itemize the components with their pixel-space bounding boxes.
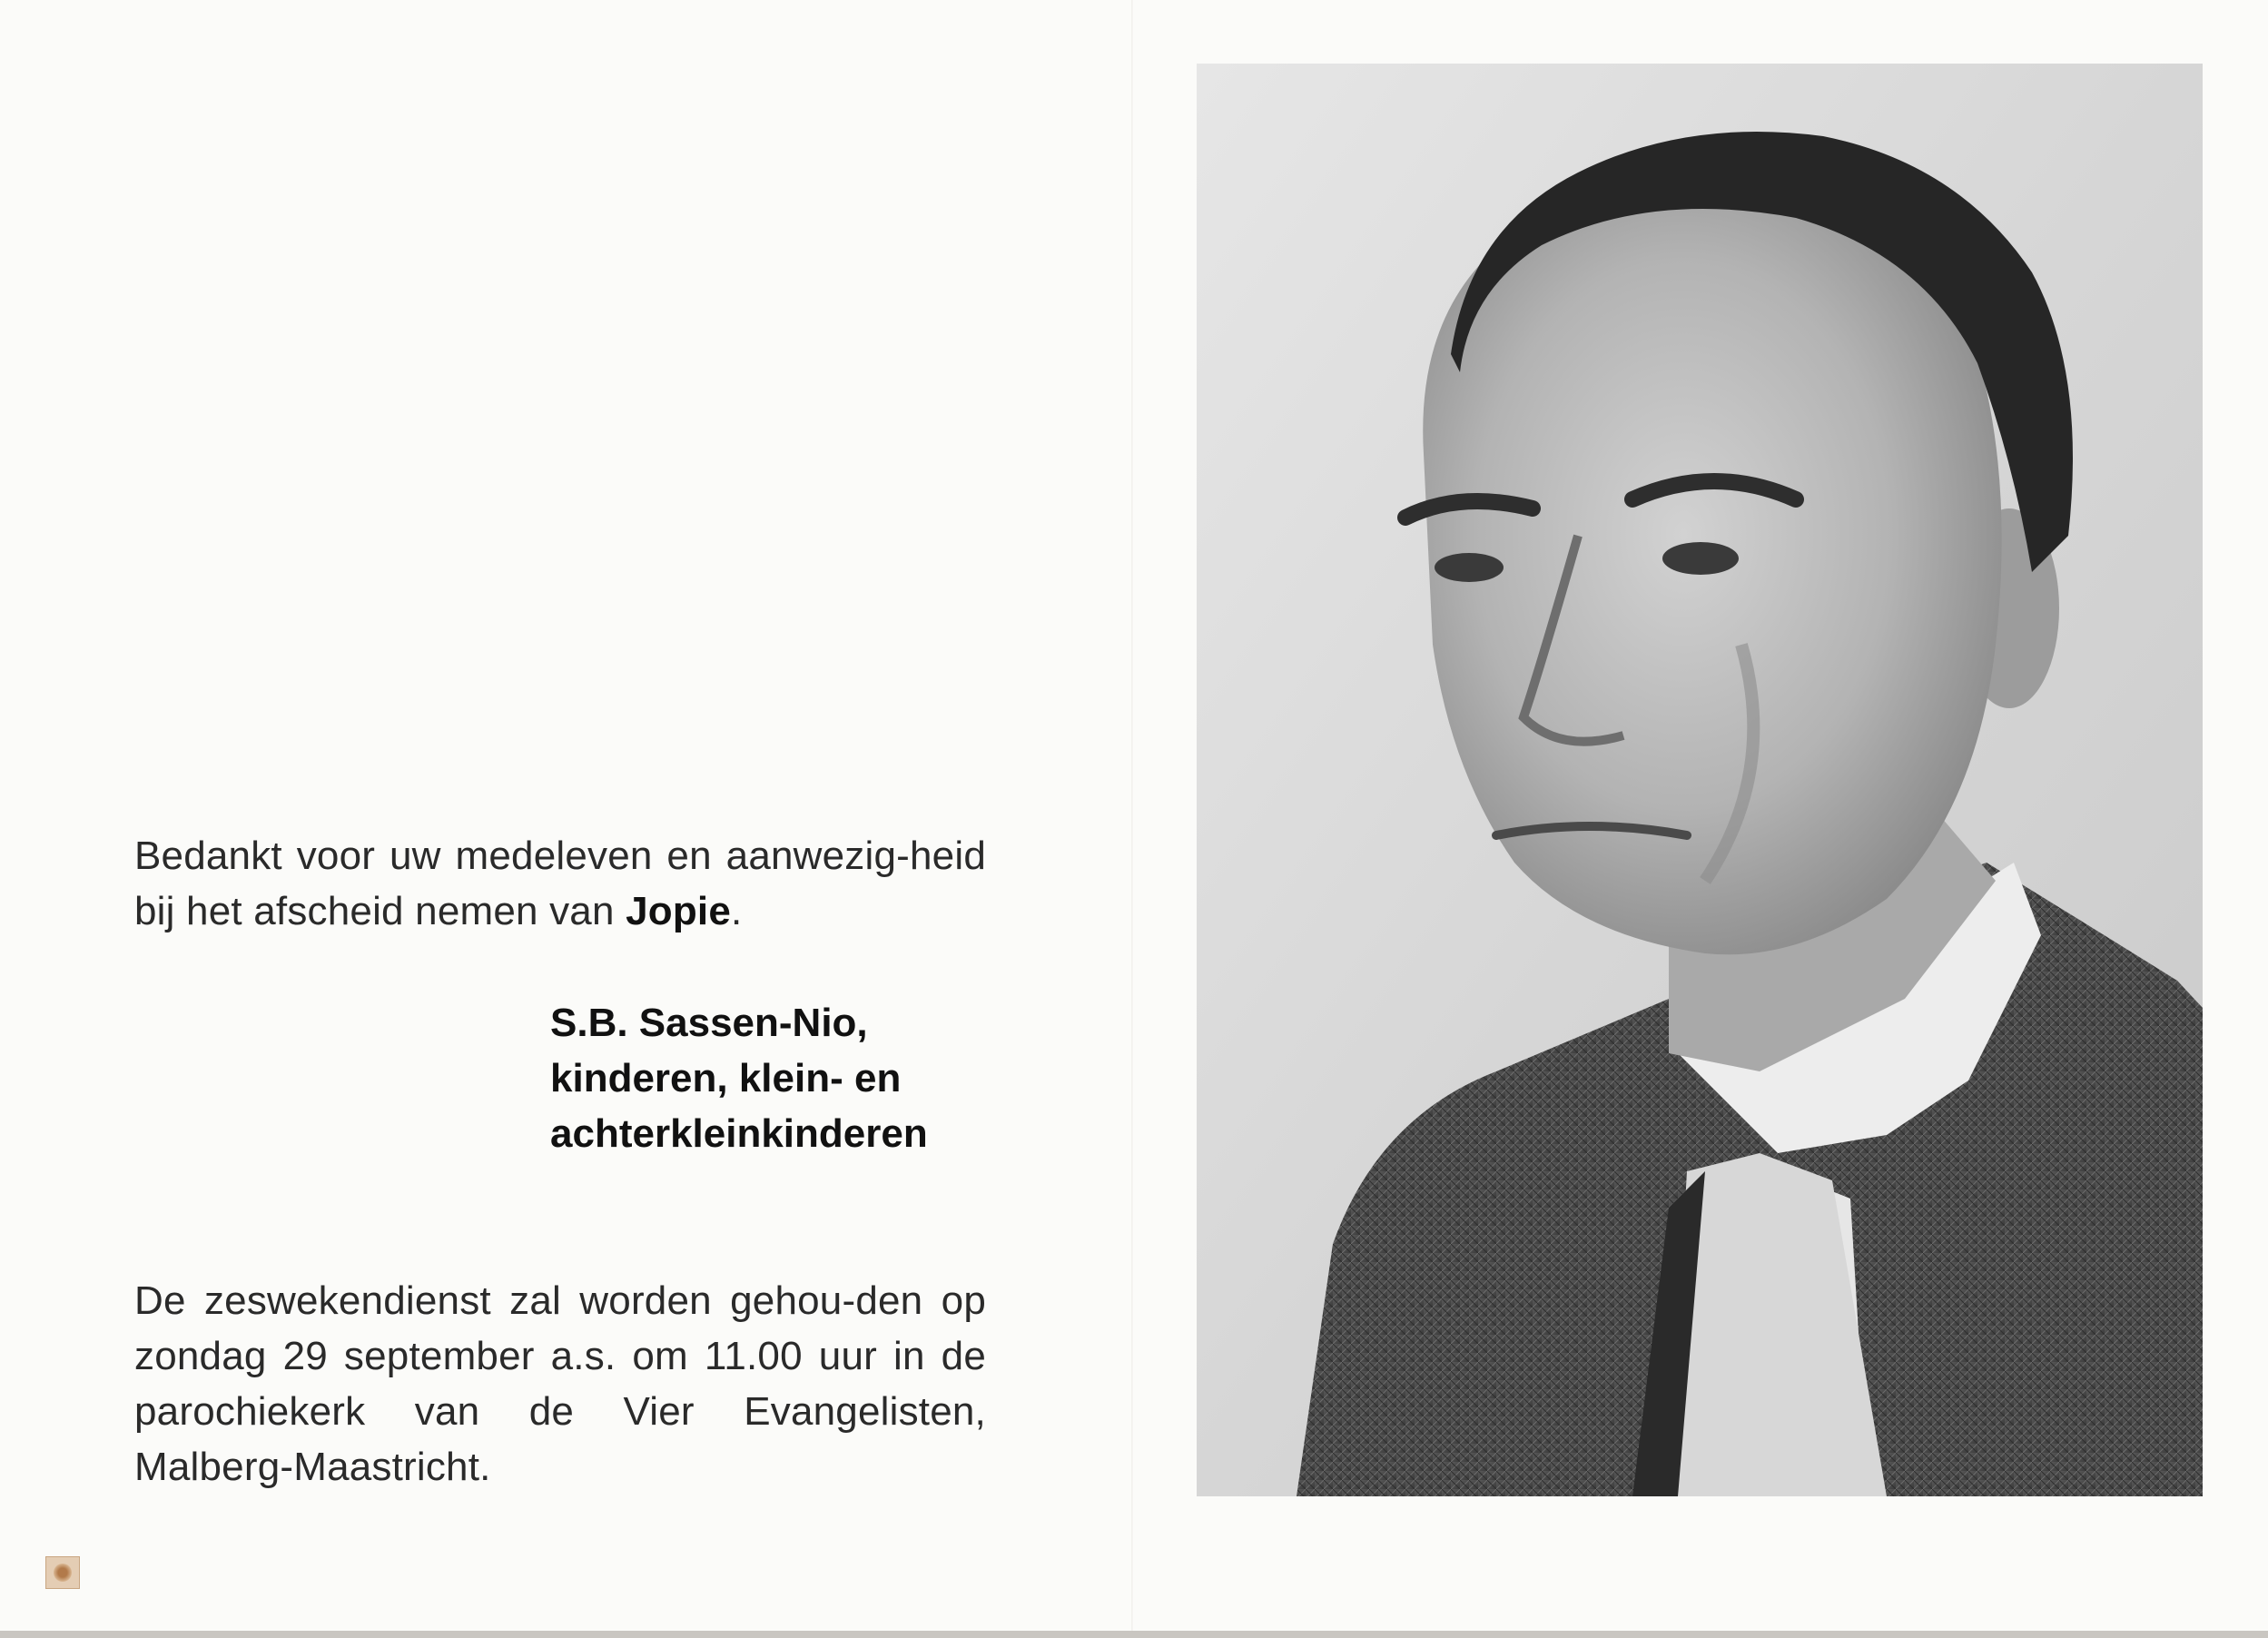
- signature-line-1: S.B. Sassen-Nio,: [550, 1001, 868, 1045]
- service-announcement: De zeswekendienst zal worden gehou-den op zondag 29 september a.s. om 11.00 uur in de parochiekerk van de Vier Evangelisten, Malberg-Maastricht.: [134, 1278, 986, 1489]
- thanks-text-after: .: [731, 889, 743, 933]
- left-page: [0, 0, 1131, 1631]
- signature-line-2: kinderen, klein- en: [550, 1056, 902, 1100]
- family-signature: [550, 995, 1004, 1161]
- portrait-illustration: [1197, 64, 2203, 1496]
- portrait-photo: [1197, 64, 2203, 1496]
- card-bottom-edge: [0, 1631, 2268, 1638]
- card-fold: [1131, 0, 1133, 1631]
- archive-stamp-icon: [45, 1556, 80, 1589]
- thanks-text-before: Bedankt voor uw medeleven en aanwezig-heid bij het afscheid nemen van: [134, 834, 986, 933]
- signature-line-3: achterkleinkinderen: [550, 1111, 928, 1156]
- deceased-name: Jopie: [626, 889, 731, 933]
- thanks-text: [134, 828, 986, 939]
